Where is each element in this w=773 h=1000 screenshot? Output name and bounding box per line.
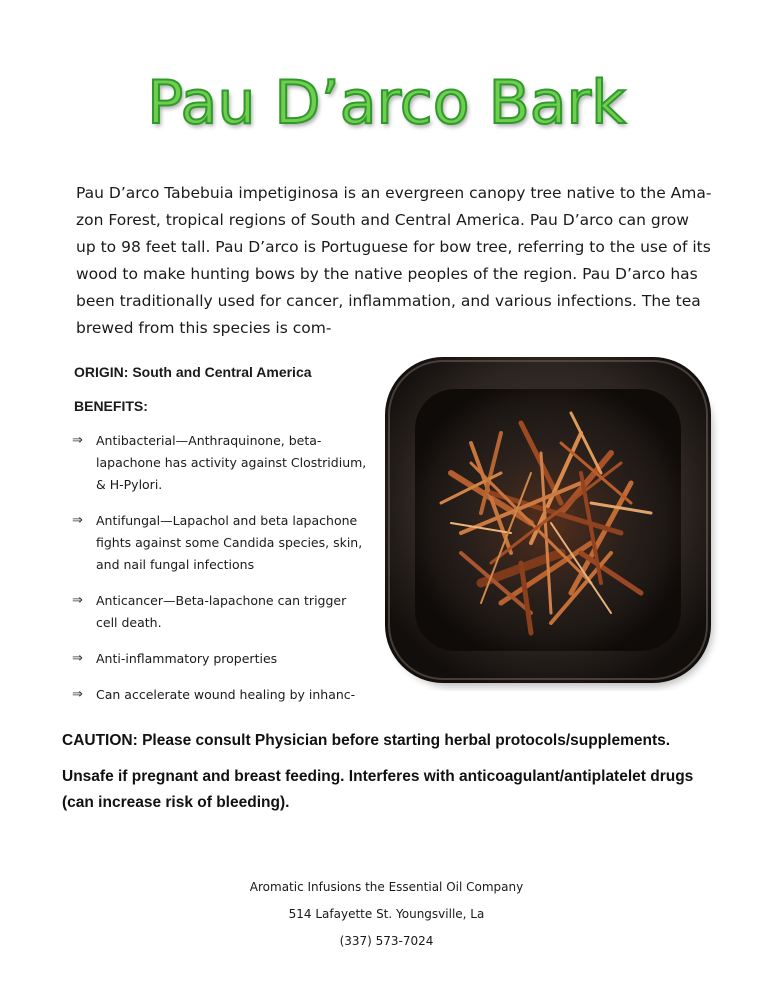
benefits-list xyxy=(72,430,372,720)
benefit-line: & H-Pylori. xyxy=(96,477,163,492)
benefits-heading: BENEFITS: xyxy=(74,398,148,414)
origin-label: ORIGIN: South and Central America xyxy=(74,364,312,380)
list-item xyxy=(72,430,372,496)
arrow-icon: ⇒ xyxy=(72,593,83,608)
company-phone: (337) 573-7024 xyxy=(339,934,434,948)
benefit-line: fights against some Candida species, skin, xyxy=(96,535,363,550)
warning-line: Unsafe if pregnant and breast feeding. Interferes with anticoagulant/antiplatelet drugs xyxy=(62,768,694,785)
benefit-line: cell death. xyxy=(96,615,162,630)
arrow-icon: ⇒ xyxy=(72,513,83,528)
bark-bowl-image xyxy=(381,353,719,691)
intro-line: wood to make hunting bows by the native peoples of the region. Pau D’arco has xyxy=(76,265,698,283)
intro-line: zon Forest, tropical regions of South and Central America. Pau D’arco can grow xyxy=(76,211,689,229)
arrow-icon: ⇒ xyxy=(72,687,83,702)
company-name: Aromatic Infusions the Essential Oil Company xyxy=(249,880,524,894)
intro-line: up to 98 feet tall. Pau D’arco is Portuguese for bow tree, referring to the use of its xyxy=(76,238,711,256)
benefit-line: lapachone has activity against Clostridium, xyxy=(96,455,367,470)
intro-line: been traditionally used for cancer, inflammation, and various infections. The tea xyxy=(76,292,701,310)
benefit-line: Can accelerate wound healing by inhanc- xyxy=(96,687,356,702)
list-item xyxy=(72,590,372,634)
list-item xyxy=(72,510,372,576)
list-item xyxy=(72,648,372,670)
intro-paragraph xyxy=(76,180,712,342)
warning-text xyxy=(62,764,742,816)
bark-bowl-svg xyxy=(381,353,719,691)
benefit-line: Anticancer—Beta-lapachone can trigger xyxy=(96,593,347,608)
company-address: 514 Lafayette St. Youngsville, La xyxy=(288,907,485,921)
arrow-icon: ⇒ xyxy=(72,651,83,666)
caution-text: CAUTION: Please consult Physician before starting herbal protocols/supplements. xyxy=(62,732,671,749)
list-item xyxy=(72,684,372,706)
page-title: Pau D’arco Bark xyxy=(147,68,626,138)
benefit-line: and nail fungal infections xyxy=(96,557,255,572)
benefit-line: Antibacterial—Anthraquinone, beta- xyxy=(96,433,322,448)
benefit-line: Antifungal—Lapachol and beta lapachone xyxy=(96,513,358,528)
footer xyxy=(0,874,773,955)
intro-line: Pau D’arco Tabebuia impetiginosa is an evergreen canopy tree native to the Ama- xyxy=(76,184,712,202)
intro-line: brewed from this species is com- xyxy=(76,319,332,337)
arrow-icon: ⇒ xyxy=(72,433,83,448)
benefit-line: Anti-inflammatory properties xyxy=(96,651,278,666)
warning-line: (can increase risk of bleeding). xyxy=(62,794,290,811)
